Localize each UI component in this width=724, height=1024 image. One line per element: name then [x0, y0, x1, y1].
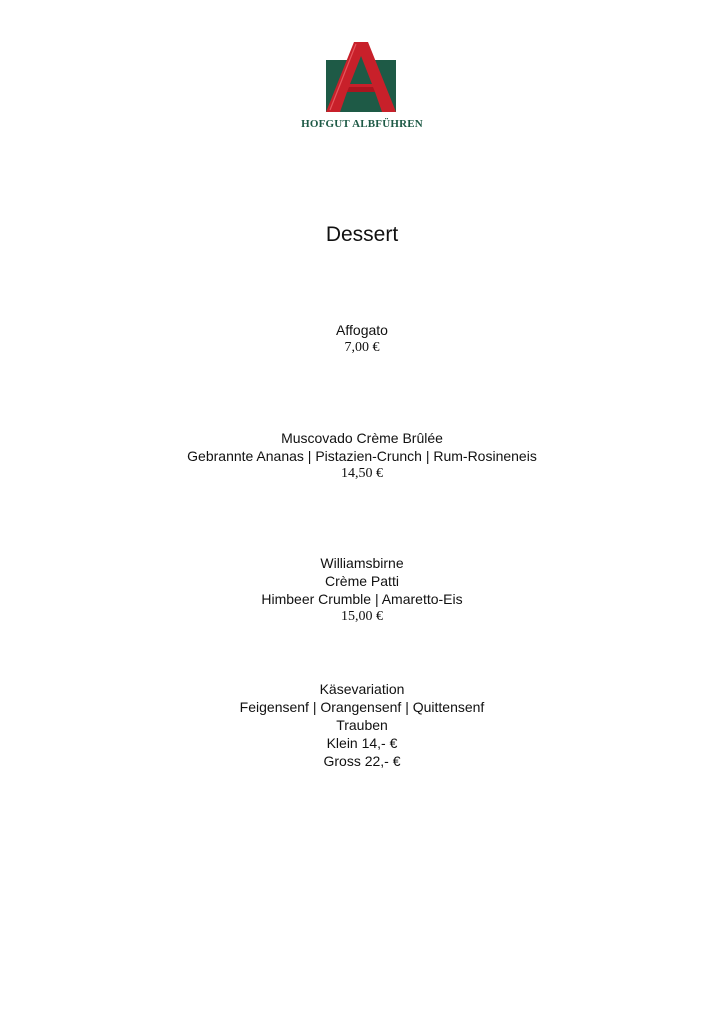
dish-name: Affogato — [336, 322, 388, 338]
letter-a-logo-icon — [321, 40, 401, 114]
menu-item-affogato — [0, 321, 724, 357]
dish-price: 14,50 € — [341, 466, 383, 481]
dish-price-small: Klein 14,- € — [326, 735, 398, 751]
dish-name: Williamsbirne — [320, 555, 404, 571]
menu-item-kaesevariation — [0, 680, 724, 770]
dish-price: 15,00 € — [341, 609, 383, 624]
hofgut-logo — [290, 40, 434, 135]
dish-details: Trauben — [336, 717, 388, 733]
dish-details: Crème Patti — [325, 573, 399, 589]
dish-name: Muscovado Crème Brûlée — [281, 430, 443, 446]
dish-name: Käsevariation — [319, 681, 405, 697]
dish-details: Himbeer Crumble | Amaretto-Eis — [261, 591, 463, 607]
menu-item-williamsbirne — [0, 554, 724, 626]
dish-details: Feigensenf | Orangensenf | Quittensenf — [239, 699, 485, 715]
menu-title: Dessert — [325, 223, 399, 246]
logo-text: HOFGUT ALBFÜHREN — [301, 118, 423, 130]
dish-price-large: Gross 22,- € — [323, 753, 401, 769]
dish-details: Gebrannte Ananas | Pistazien-Crunch | Rum-Rosineneis — [187, 448, 537, 464]
dish-price: 7,00 € — [344, 340, 380, 355]
menu-item-creme-brulee — [0, 429, 724, 483]
